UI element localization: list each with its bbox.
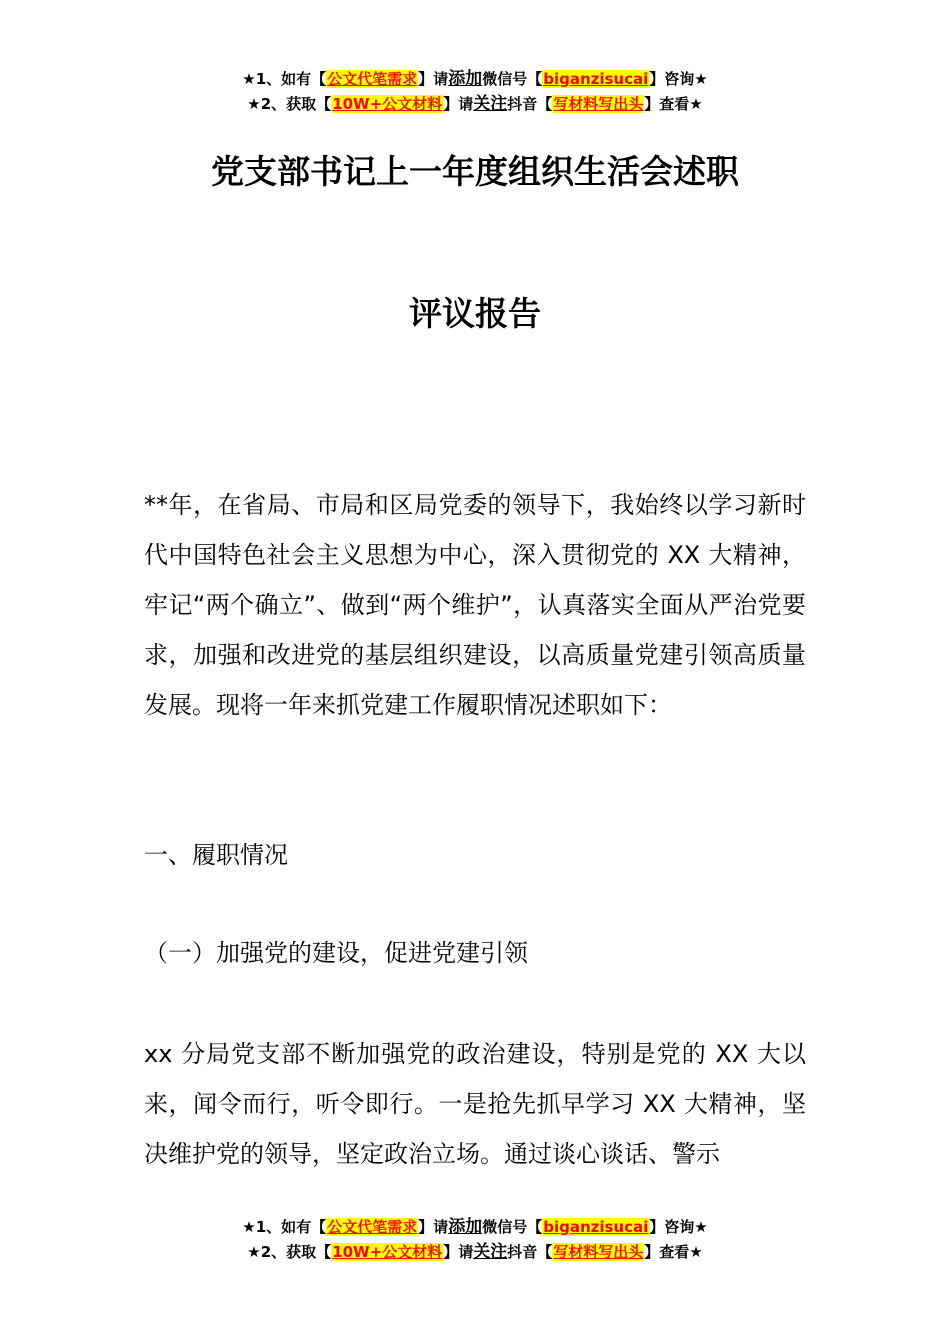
intro-paragraph: **年，在省局、市局和区局党委的领导下，我始终以学习新时代中国特色社会主义思想为中心，深入贯彻党的 XX 大精神，牢记“两个确立”、做到“两个维护”，认真落实全面从严治党要求，加强和改进党的基层组织建设，以高质量党建引领高质量发展。现将一年来抓党建工作履职情况述职如下： bbox=[144, 491, 806, 719]
promo-text: ★1、如有【 bbox=[242, 1218, 327, 1236]
promo-line-1 bbox=[0, 67, 950, 92]
promo-text: 】请 bbox=[443, 1243, 474, 1261]
promo-text: ★1、如有【 bbox=[242, 70, 327, 88]
promo-underline: 关注 bbox=[473, 94, 508, 114]
promo-underline: 添加 bbox=[448, 1217, 483, 1237]
section-heading: 一、履职情况 bbox=[144, 841, 288, 869]
promo-text: 】咨询★ bbox=[649, 1218, 708, 1236]
promo-text: 】查看★ bbox=[644, 95, 703, 113]
promo-text: 微信号【 bbox=[482, 70, 543, 88]
promo-wechat-id: biganzisucai bbox=[543, 70, 649, 88]
promo-wechat-id: biganzisucai bbox=[543, 1218, 649, 1236]
document-title-line-2: 评议报告 bbox=[409, 294, 541, 333]
promo-underline: 添加 bbox=[448, 69, 483, 89]
promo-text: 】请 bbox=[418, 70, 449, 88]
promo-text: 】请 bbox=[418, 1218, 449, 1236]
promo-highlight: 公文代笔需求 bbox=[327, 70, 418, 88]
promo-highlight: 公文代笔需求 bbox=[327, 1218, 418, 1236]
document-title-line-1: 党支部书记上一年度组织生活会述职 bbox=[211, 152, 739, 191]
promo-text: 】咨询★ bbox=[649, 70, 708, 88]
promo-highlight: 10W+公文材料 bbox=[332, 95, 443, 113]
promo-text: 微信号【 bbox=[482, 1218, 543, 1236]
promo-douyin-id: 写材料写出头 bbox=[553, 95, 644, 113]
promo-line-2 bbox=[0, 92, 950, 117]
promo-text: 抖音【 bbox=[507, 95, 553, 113]
promo-line-2 bbox=[0, 1240, 950, 1265]
promo-text: ★2、获取【 bbox=[247, 95, 332, 113]
promo-line-1 bbox=[0, 1215, 950, 1240]
promo-text: 抖音【 bbox=[507, 1243, 553, 1261]
promo-text: 】查看★ bbox=[644, 1243, 703, 1261]
promo-underline: 关注 bbox=[473, 1242, 508, 1262]
promo-highlight: 10W+公文材料 bbox=[332, 1243, 443, 1261]
promo-douyin-id: 写材料写出头 bbox=[553, 1243, 644, 1261]
subsection-heading: （一）加强党的建设，促进党建引领 bbox=[144, 939, 528, 967]
promo-text: ★2、获取【 bbox=[247, 1243, 332, 1261]
body-paragraph: xx 分局党支部不断加强党的政治建设，特别是党的 XX 大以来，闻令而行，听令即行。一是抢先抓早学习 XX 大精神，坚决维护党的领导，坚定政治立场。通过谈心谈话、警示 bbox=[144, 1040, 806, 1168]
promo-text: 】请 bbox=[443, 95, 474, 113]
promo-banner-bottom bbox=[0, 1215, 950, 1265]
promo-banner-top bbox=[0, 67, 950, 117]
